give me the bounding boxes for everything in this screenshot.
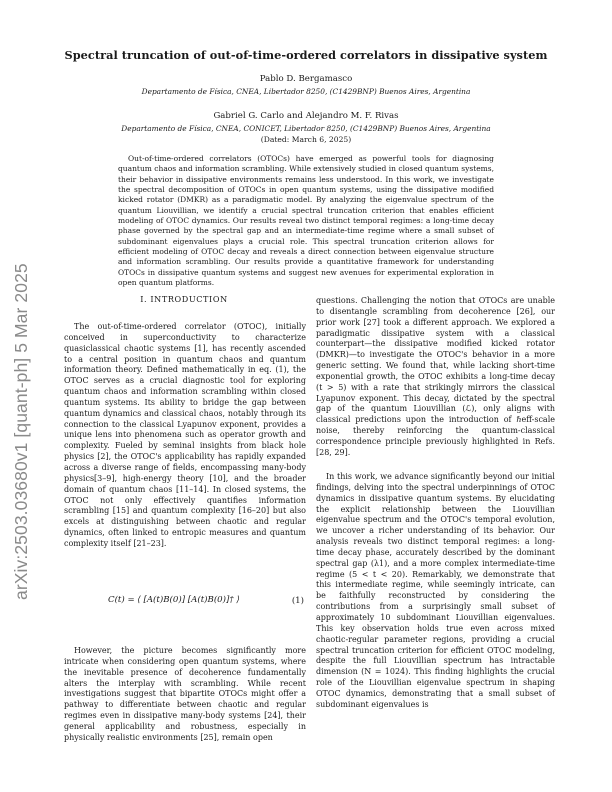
abstract-text: Out-of-time-ordered correlators (OTOCs) have emerged as powerful tools for diagnosing quantum chaos and information scrambling. While extensively studied in closed quantum systems, their behavior in dissipative environments remains less understood. In this work, we investigate the spectral decomposition of OTOCs in open quantum systems, using the dissipative modified kicked rotator (DMKR) as a paradigmatic model. By analyzing the eigenvalue spectrum of the quantum Liouvillian, we identify a crucial spectral truncation criterion that enables efficient modeling of OTOC dynamics. Our results reveal two distinct temporal regimes: a long-time decay phase governed by the spectral gap and an intermediate-time regime where a small subset of subdominant eigenvalues plays a crucial role. This spectral truncation criterion allows for efficient modeling of OTOC decay and reveals a direct connection between eigenvalue structure and information scrambling. Our results provide a quantitative framework for understanding OTOCs in dissipative quantum systems and suggest new avenues for experimental exploration in open quantum platforms.	[118, 154, 494, 288]
affiliation-2: Departamento de Física, CNEA, CONICET, Libertador 8250, (C1429BNP) Buenos Aires, Argentina	[121, 124, 491, 133]
intro-paragraph-2-text: However, the picture becomes significantly more intricate when considering open quantum systems, where the inevitable presence of decoherence fundamentally alters the interplay with scrambling. While recent investigations suggest that bipartite OTOCs might offer a pathway to differentiate between chaotic and regular regimes even in dissipative many-body systems [24], their general applicability and robustness, especially in physically realistic environments [25], remain open	[64, 646, 306, 742]
equation-1	[64, 595, 306, 613]
intro-paragraph-4-text: In this work, we advance significantly beyond our initial findings, delving into the spectral underpinnings of OTOC dynamics in dissipative quantum systems. By elucidating the explicit relationship between the Liouvillian eigenvalue spectrum and the OTOC's temporal evolution, we uncover a richer understanding of its behavior. Our analysis reveals two distinct temporal regimes: a long-time decay phase, accurately described by the dominant spectral gap (λ1), and a more complex intermediate-time regime (5 < t < 20). Remarkably, we demonstrate that this intermediate regime, while seemingly intricate, can be faithfully reconstructed by considering the contributions from a surprisingly small subset of approximately 10 subdominant Liouvillian eigenvalues. This key observation holds true even across mixed chaotic-regular parameter regions, providing a crucial spectral truncation criterion for efficient OTOC modeling, despite the full Liouvillian spectrum has intractable dimension (N = 1024). This finding highlights the crucial role of the Liouvillian eigenvalue spectrum in shaping OTOC dynamics, demonstrating that a small subset of subdominant eigenvalues is	[316, 472, 555, 709]
intro-paragraph-4	[316, 472, 555, 711]
equation-1-rhs: ⟨ [A(t)B(0)] [A(t)B(0)]† ⟩	[137, 595, 240, 605]
arxiv-identifier-stamp[interactable]	[10, 180, 32, 600]
intro-paragraph-1	[64, 322, 306, 550]
arxiv-identifier-text[interactable]: arXiv:2503.03680v1 [quant-ph] 5 Mar 2025	[11, 263, 31, 600]
equation-1-lhs: C(t) =	[108, 595, 135, 605]
author-name-1: Pablo D. Bergamasco	[259, 74, 353, 84]
intro-paragraph-3	[316, 296, 555, 459]
paper-title: Spectral truncation of out-of-time-ordered correlators in dissipative system	[64, 48, 548, 62]
section-heading-introduction: I. INTRODUCTION	[140, 294, 228, 304]
equation-1-body	[108, 595, 240, 605]
date-line: (Dated: March 6, 2025)	[260, 135, 352, 144]
intro-paragraph-3-text: questions. Challenging the notion that OTOCs are unable to disentangle scrambling from decoherence [26], our prior work [27] took a different approach. We explored a paradigmatic dissipative system with a classical counterpart—the dissipative modified kicked rotator (DMKR)—to investigate the OTOC's behavior in a more generic setting. We found that, while lacking short-time exponential growth, the OTOC exhibits a long-time decay (t > 5) with a rate that strikingly mirrors the classical Lyapunov exponent. This decay, dictated by the spectral gap of the quantum Liouvillian (ℒ), only aligns with classical predictions upon the introduction of ℏeff-scale noise, thereby reinforcing the quantum-classical correspondence principle previously highlighted in Refs. [28, 29].	[316, 296, 555, 457]
equation-1-number: (1)	[291, 596, 304, 606]
affiliation-1: Departamento de Física, CNEA, Libertador 8250, (C1429BNP) Buenos Aires, Argentina	[141, 87, 471, 96]
intro-paragraph-2	[64, 646, 306, 744]
intro-paragraph-1-text: The out-of-time-ordered correlator (OTOC), initially conceived in superconductivity to characterize quasiclassical chaotic systems [1], has recently ascended to a central position in quantum chaos and quantum information theory. Defined mathematically in eq. (1), the OTOC serves as a crucial diagnostic tool for exploring quantum chaos and information scrambling within closed quantum systems. Its ability to bridge the gap between quantum dynamics and classical chaos, notably through its connection to the classical Lyapunov exponent, provides a unique lens into phenomena such as operator growth and complexity. Fueled by seminal insights from black hole physics [2], the OTOC's applicability has rapidly expanded across a diverse range of fields, encompassing many-body physics[3–9], high-energy theory [10], and the broader domain of quantum chaos [11–14]. In closed systems, the OTOC not only effectively quantifies information scrambling [15] and quantum complexity [16–20] but also excels at distinguishing between chaotic and regular dynamics, often linked to entropic measures and quantum complexity itself [21–23].	[64, 322, 306, 548]
abstract	[118, 154, 494, 288]
author-names-2: Gabriel G. Carlo and Alejandro M. F. Rivas	[213, 111, 399, 121]
